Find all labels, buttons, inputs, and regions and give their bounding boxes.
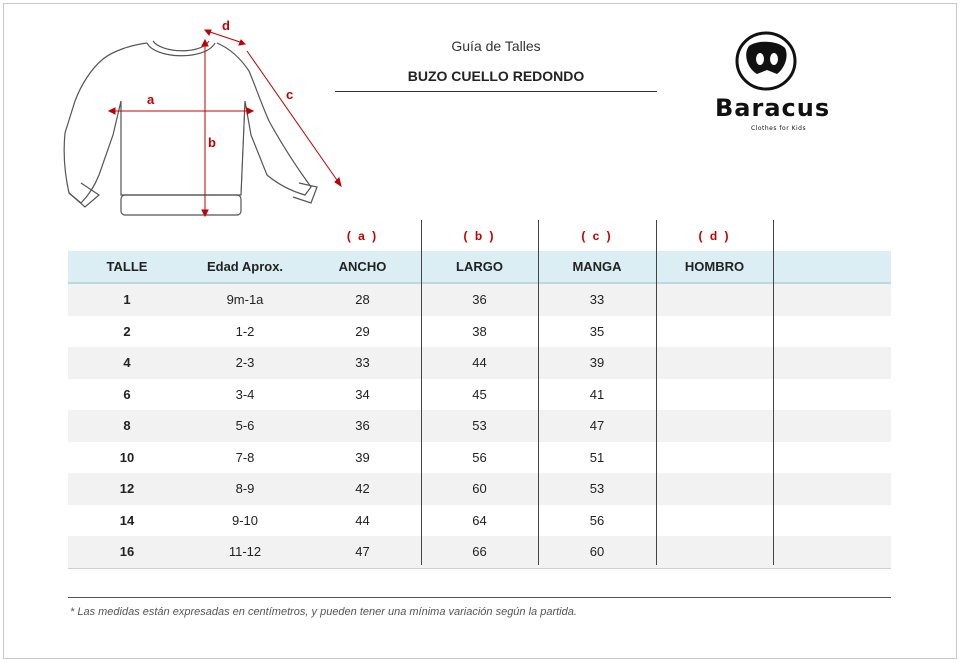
cell-edad: 7-8 bbox=[235, 449, 255, 465]
cell-empty bbox=[773, 442, 891, 474]
measure-label-b: b bbox=[208, 135, 216, 150]
cell-edad: 3-4 bbox=[235, 386, 255, 402]
cell-largo: 36 bbox=[421, 283, 538, 316]
cell-edad: 9m-1a bbox=[186, 283, 304, 316]
cell-hombro bbox=[656, 505, 773, 537]
header-largo: LARGO bbox=[421, 251, 538, 283]
logo-brand: Baracus bbox=[715, 94, 831, 122]
cell-manga: 41 bbox=[589, 386, 605, 402]
cell-ancho: 39 bbox=[355, 449, 370, 465]
cell-empty bbox=[773, 505, 891, 537]
header-manga: MANGA bbox=[538, 251, 656, 283]
cell-talle: 1 bbox=[68, 283, 186, 316]
column-divider bbox=[773, 220, 774, 565]
cell-talle: 16 bbox=[68, 536, 186, 568]
column-letter-c: ( c ) bbox=[581, 229, 613, 243]
cell-talle: 2 bbox=[123, 323, 131, 339]
cell-hombro bbox=[656, 536, 773, 568]
cell-talle: 14 bbox=[119, 512, 135, 528]
measure-label-d: d bbox=[222, 18, 230, 33]
column-letter-a: ( a ) bbox=[346, 229, 379, 243]
table-row bbox=[68, 442, 891, 474]
column-letter-b: ( b ) bbox=[463, 229, 496, 243]
cell-edad: 2-3 bbox=[186, 347, 304, 379]
size-table bbox=[68, 251, 891, 569]
column-letter-d: ( d ) bbox=[698, 229, 731, 243]
table-row bbox=[68, 283, 891, 316]
header-ancho: ANCHO bbox=[304, 251, 421, 283]
cell-manga: 33 bbox=[538, 283, 656, 316]
cell-hombro bbox=[656, 316, 773, 348]
cell-manga: 35 bbox=[589, 323, 605, 339]
cell-edad: 9-10 bbox=[231, 512, 259, 528]
cell-ancho: 47 bbox=[304, 536, 421, 568]
cell-largo: 66 bbox=[421, 536, 538, 568]
cell-hombro bbox=[656, 379, 773, 411]
table-row bbox=[68, 410, 891, 442]
cell-ancho: 33 bbox=[304, 347, 421, 379]
cell-edad: 1-2 bbox=[235, 323, 255, 339]
table-row bbox=[68, 473, 891, 505]
cell-ancho: 36 bbox=[304, 410, 421, 442]
title-block bbox=[335, 38, 657, 92]
table-row bbox=[68, 536, 891, 568]
header-talle: TALLE bbox=[68, 251, 186, 283]
header-empty bbox=[773, 251, 891, 283]
measure-label-a: a bbox=[147, 92, 155, 107]
logo-tagline: Clothes for Kids bbox=[751, 125, 807, 132]
cell-hombro bbox=[656, 473, 773, 505]
cell-ancho: 34 bbox=[355, 386, 370, 402]
cell-empty bbox=[773, 283, 891, 316]
cell-largo: 53 bbox=[421, 410, 538, 442]
cell-largo: 38 bbox=[472, 323, 487, 339]
column-divider bbox=[421, 220, 422, 565]
cell-manga: 47 bbox=[538, 410, 656, 442]
table-row bbox=[68, 379, 891, 411]
sweatshirt-diagram-icon bbox=[55, 15, 355, 220]
cell-empty bbox=[773, 316, 891, 348]
cell-largo: 60 bbox=[421, 473, 538, 505]
cell-largo: 44 bbox=[421, 347, 538, 379]
cell-manga: 60 bbox=[538, 536, 656, 568]
cell-empty bbox=[773, 536, 891, 568]
cell-ancho: 44 bbox=[355, 512, 370, 528]
footnote: * Las medidas están expresadas en centímetros, y pueden tener una mínima variación según la partida. bbox=[70, 606, 577, 618]
table-row bbox=[68, 505, 891, 537]
cell-edad: 11-12 bbox=[186, 536, 304, 568]
cell-empty bbox=[773, 379, 891, 411]
column-divider bbox=[656, 220, 657, 565]
cell-ancho: 42 bbox=[304, 473, 421, 505]
cell-manga: 51 bbox=[589, 449, 605, 465]
cell-hombro bbox=[656, 283, 773, 316]
cell-talle: 4 bbox=[68, 347, 186, 379]
cell-ancho: 28 bbox=[304, 283, 421, 316]
cell-edad: 8-9 bbox=[186, 473, 304, 505]
cell-ancho: 29 bbox=[355, 323, 370, 339]
cell-empty bbox=[773, 347, 891, 379]
product-title: BUZO CUELLO REDONDO bbox=[335, 68, 657, 92]
footer-divider bbox=[68, 597, 891, 598]
cell-largo: 56 bbox=[472, 449, 487, 465]
cell-talle: 6 bbox=[123, 386, 131, 402]
baracus-logo-icon bbox=[705, 28, 835, 138]
measure-label-c: c bbox=[286, 87, 294, 102]
table-header-row bbox=[68, 251, 891, 283]
cell-edad: 5-6 bbox=[186, 410, 304, 442]
table-row bbox=[68, 347, 891, 379]
column-divider bbox=[538, 220, 539, 565]
cell-talle: 12 bbox=[68, 473, 186, 505]
cell-hombro bbox=[656, 442, 773, 474]
header-hombro: HOMBRO bbox=[656, 251, 773, 283]
table-row bbox=[68, 316, 891, 348]
page-title: Guía de Talles bbox=[451, 38, 541, 54]
cell-hombro bbox=[656, 410, 773, 442]
cell-hombro bbox=[656, 347, 773, 379]
header-edad: Edad Aprox. bbox=[186, 251, 304, 283]
cell-manga: 53 bbox=[538, 473, 656, 505]
cell-manga: 56 bbox=[589, 512, 605, 528]
cell-largo: 45 bbox=[472, 386, 487, 402]
cell-empty bbox=[773, 473, 891, 505]
cell-talle: 8 bbox=[68, 410, 186, 442]
cell-empty bbox=[773, 410, 891, 442]
cell-largo: 64 bbox=[472, 512, 487, 528]
cell-manga: 39 bbox=[538, 347, 656, 379]
cell-talle: 10 bbox=[119, 449, 135, 465]
